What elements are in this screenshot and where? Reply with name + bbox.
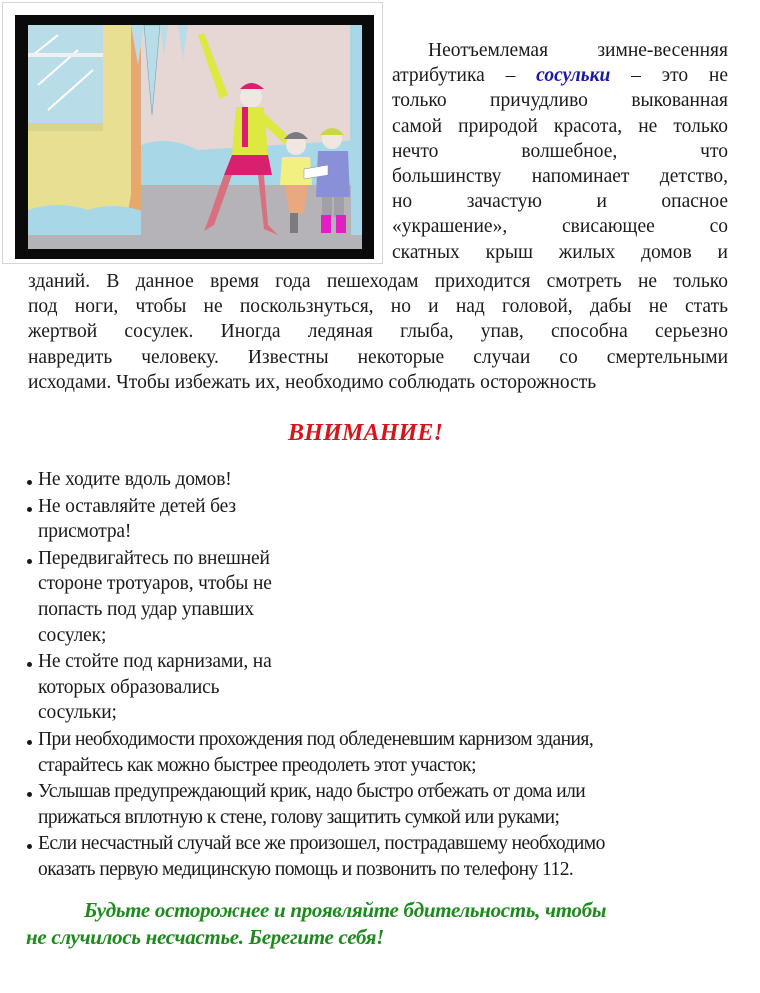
highlighted-word: сосульки: [536, 65, 611, 87]
tip-line: Передвигайтесь по внешней: [38, 547, 270, 569]
list-item: [24, 494, 605, 545]
list-item: [24, 831, 605, 882]
tip-line: сосульки;: [38, 702, 117, 724]
tip-line: Не стойте под карнизами, на: [38, 651, 272, 673]
list-item: [24, 649, 605, 726]
attention-heading: ВНИМАНИЕ!: [288, 420, 444, 446]
body-line: навредить человеку. Известны некоторые случаи со смертельными: [28, 346, 728, 368]
illustration-icon: [28, 25, 362, 249]
illustration-frame: [2, 2, 383, 264]
tip-line: прижаться вплотную к стене, голову защитить сумкой или руками;: [38, 806, 560, 828]
tip-line: Услышав предупреждающий крик, надо быстро отбежать от дома или: [38, 781, 586, 803]
list-item: [24, 467, 605, 493]
closing-line: не случилось несчастье. Берегите себя!: [26, 925, 385, 949]
tip-line: Не ходите вдоль домов!: [38, 469, 232, 490]
intro-line: нечто волшебное, что: [392, 140, 728, 162]
body-paragraph: [28, 269, 728, 395]
intro-line: большинству напоминает детство,: [392, 166, 728, 188]
body-line: жертвой сосулек. Иногда ледяная глыба, упав, способна серьезно: [28, 321, 728, 343]
intro-line: скатных крыш жилых домов и: [392, 241, 728, 263]
intro-line: только причудливо выкованная: [392, 90, 728, 112]
intro-line: [392, 63, 728, 88]
tip-line: Если несчастный случай все же произошел, пострадавшему необходимо: [38, 833, 605, 855]
tip-line: сосулек;: [38, 624, 107, 646]
intro-paragraph: [392, 38, 728, 265]
closing-message: [26, 897, 726, 951]
tip-line: При необходимости прохождения под обледеневшим карнизом здания,: [38, 728, 594, 750]
body-line: исходами. Чтобы избежать их, необходимо соблюдать осторожность: [28, 371, 597, 393]
intro-line: самой природой красота, не только: [392, 115, 728, 137]
illustration-border: [15, 15, 374, 259]
intro-text: атрибутика –: [392, 65, 537, 87]
icicle-warning-illustration: [28, 25, 362, 249]
safety-tips-list: [24, 467, 605, 884]
list-item: [24, 546, 605, 648]
closing-line: Будьте осторожнее и проявляйте бдительность, чтобы: [84, 898, 607, 922]
list-item: [24, 727, 605, 778]
tip-line: старайтесь как можно быстрее преодолеть этот участок;: [38, 754, 476, 776]
intro-line: Неотъемлемая зимне-весенняя: [428, 40, 728, 61]
tip-line: присмотра!: [38, 521, 132, 543]
tip-line: стороне тротуаров, чтобы не: [38, 573, 272, 595]
intro-line: «украшение», свисающее со: [392, 216, 728, 238]
intro-line: но зачастую и опасное: [392, 191, 728, 213]
body-line: зданий. В данное время года пешеходам приходится смотреть не только: [28, 271, 728, 292]
body-line: под ноги, чтобы не поскользнуться, но и над головой, дабы не стать: [28, 296, 728, 318]
list-item: [24, 779, 605, 830]
tip-line: Не оставляйте детей без: [38, 495, 236, 517]
tip-line: оказать первую медицинскую помощь и позвонить по телефону 112.: [38, 858, 574, 880]
tip-line: попасть под удар упавших: [38, 598, 255, 620]
intro-text: – это не: [610, 65, 728, 87]
tip-line: которых образовались: [38, 676, 220, 698]
